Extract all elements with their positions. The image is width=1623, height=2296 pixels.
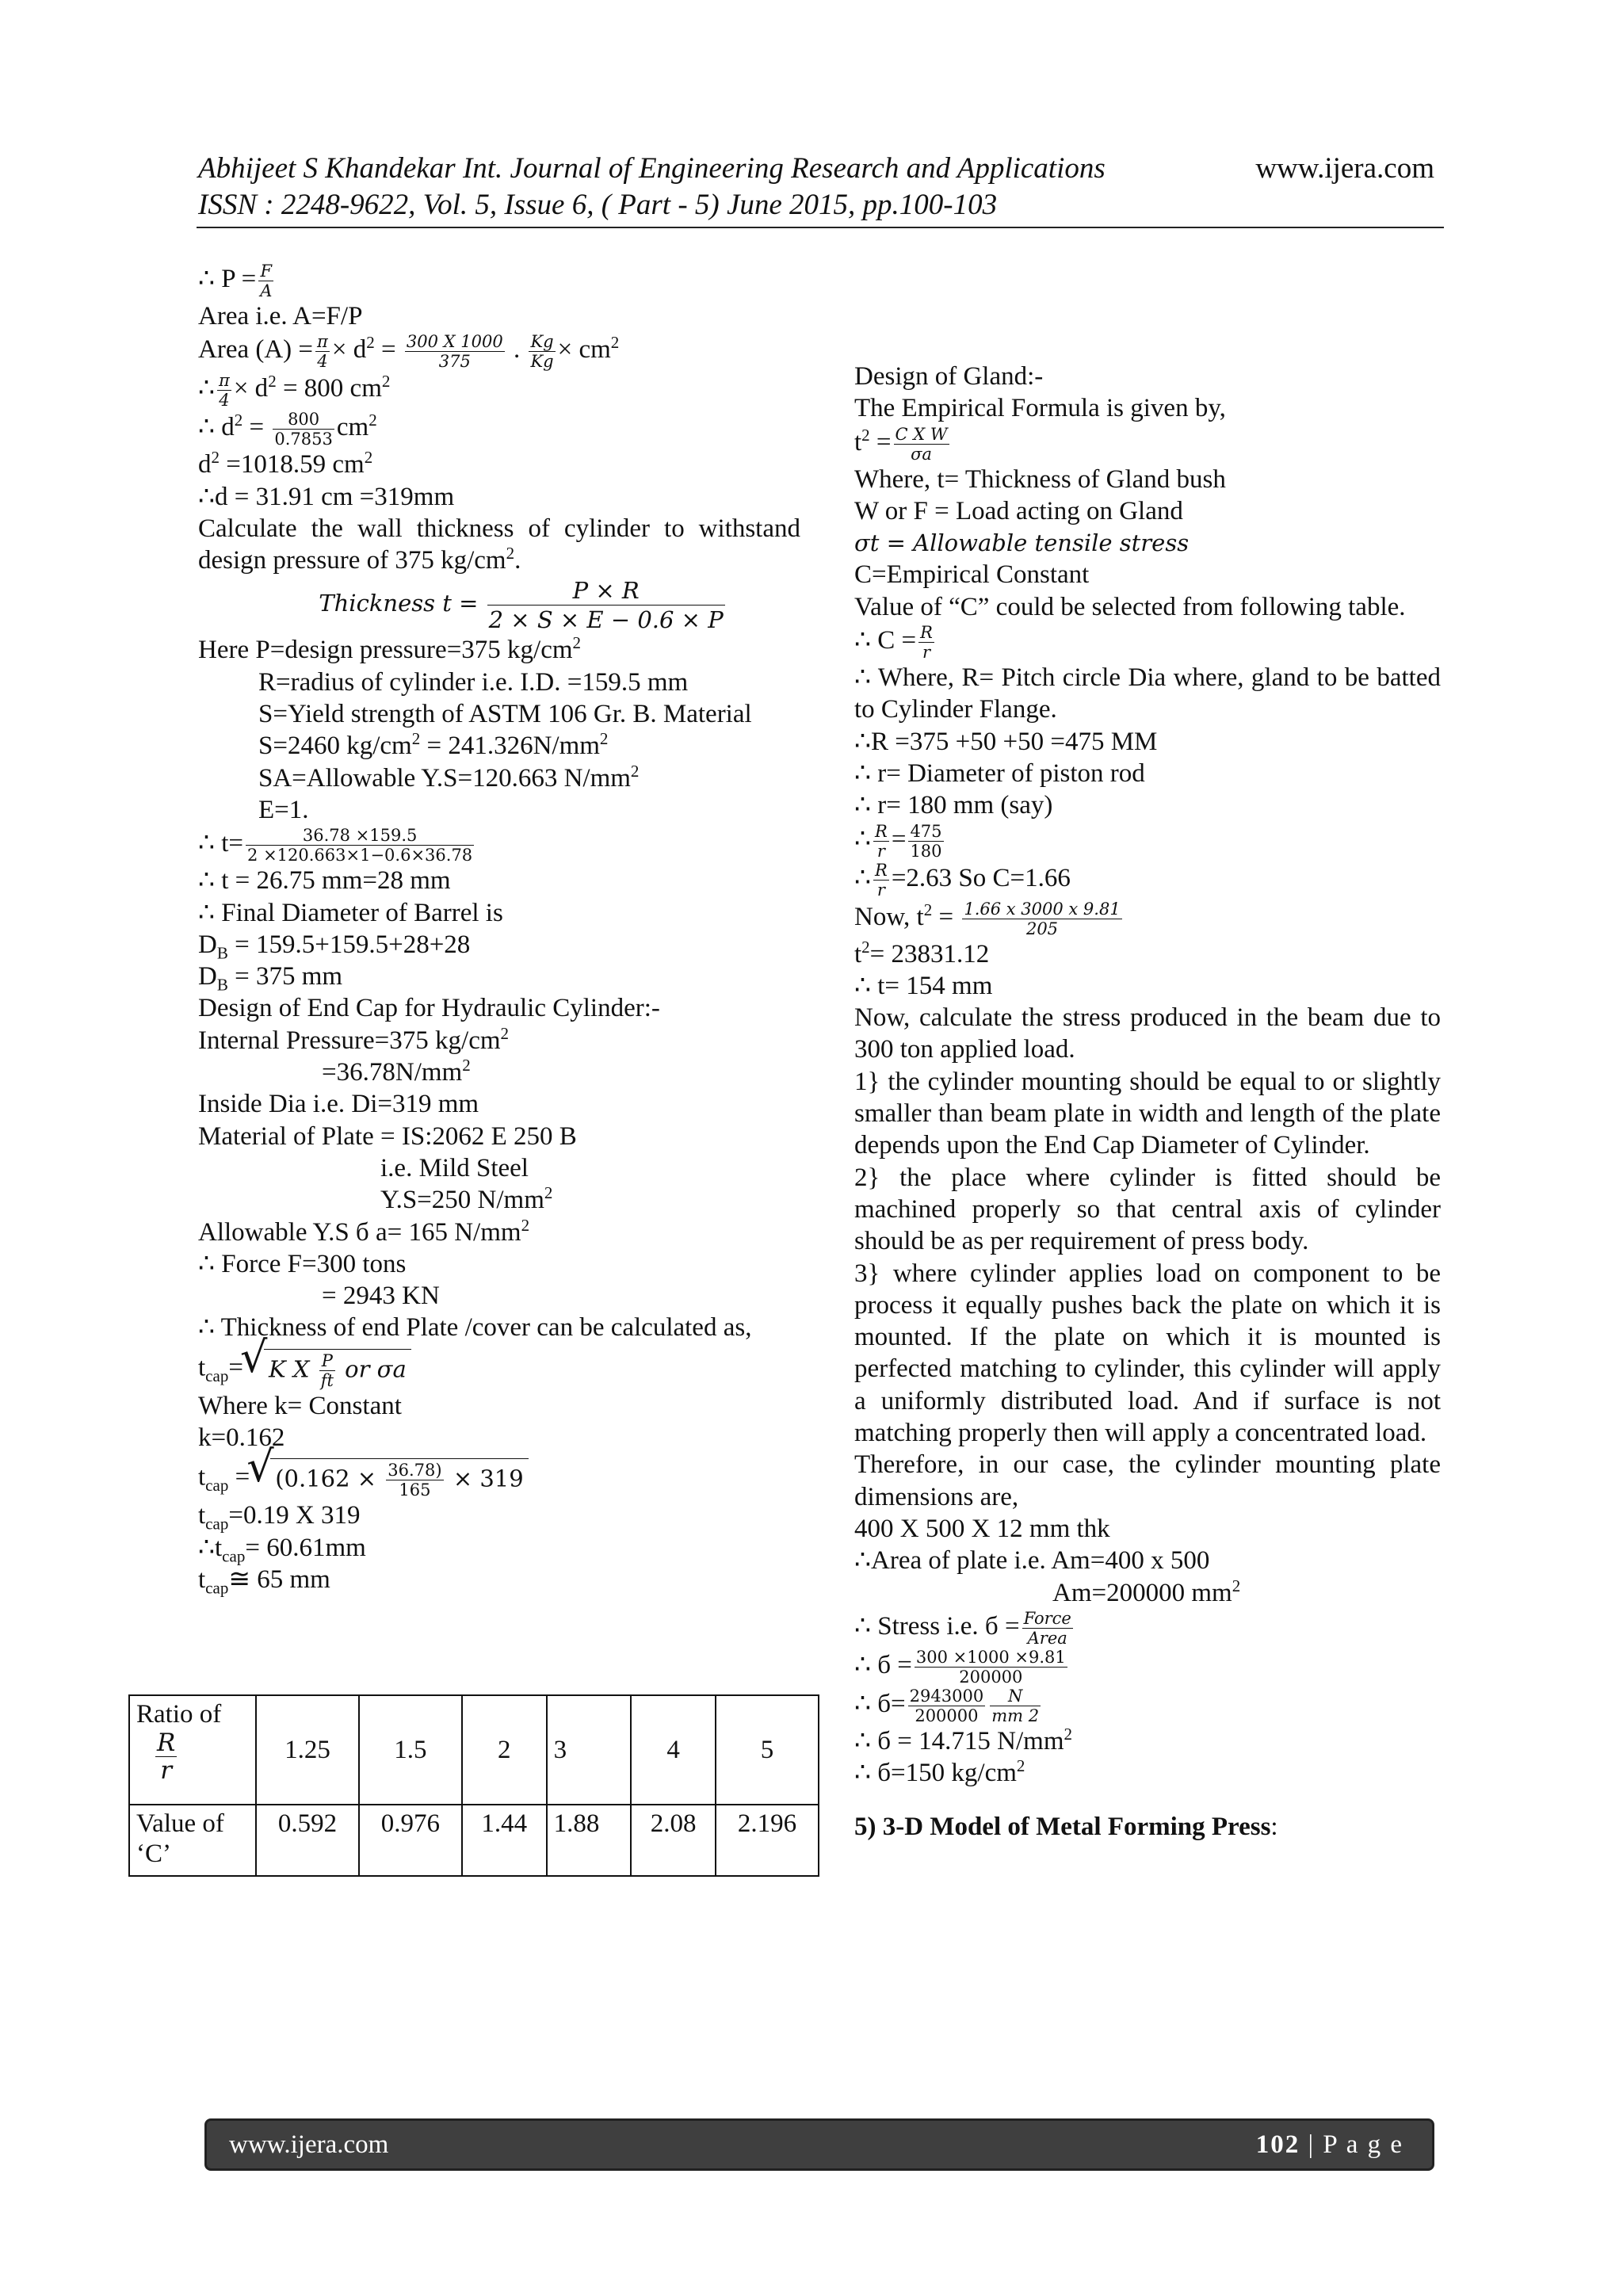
tcap-formula: $t_{cap}=√$ K X $\frac{P}{ft}$ or σa [198,1349,800,1390]
table-cell: 1.44 [462,1805,547,1876]
yield-value: S=2460 $kg/cm^2 = 241.326N/mm^2$ [258,729,609,761]
left-column [198,262,800,1598]
t2-value: $t^2= 23831.12$ [854,937,990,968]
db-value: $D_B = 375$ mm [198,962,343,995]
final-diameter: ∴ Final Diameter of Barrel is [198,898,503,927]
point-2: 2} the place where cylinder is fitted should be machined properly so that central axis of cylinder should be as per requirement of press body. [854,1163,1441,1256]
sigma-definition: σt = Allowable tensile stress [854,529,1190,557]
mild-steel: i.e. Mild Steel [380,1153,529,1182]
e-definition: E=1. [258,795,309,824]
value-c: Value of “C” could be selected from following table. [854,592,1406,621]
t-value: ∴ t = 26.75 mm=28 mm [198,866,451,896]
r-small-definition: ∴ r= Diameter of piston rod [854,758,1145,788]
radius-definition: R=radius of cylinder i.e. I.D. =159.5 mm [258,667,689,697]
running-header [198,151,1442,223]
table-row [129,1805,819,1876]
force-tons: ∴ Force F=300 tons [198,1249,407,1278]
p-equation: ∴ P = $\frac{F}{A}$ [198,262,273,300]
force-kn: = 2943 KN [322,1282,440,1311]
r-say: ∴ r= 180 mm (say) [854,791,1053,820]
end-plate-thickness: ∴ Thickness of end Plate /cover can be calculated as, [198,1313,752,1343]
stress-intro: Now, calculate the stress produced in the beam due to 300 ton applied load. [854,1003,1441,1064]
d-value: ∴d = 31.91 cm =319mm [198,482,455,511]
tcap-product: $t_{cap}=0.19$ X 319 [198,1501,361,1534]
table-cell: Ratio of $\frac{R}{r}$ [129,1695,256,1805]
w-definition: W or F = Load acting on Gland [854,496,1183,525]
table-cell: 0.976 [359,1805,462,1876]
r-value: ∴R =375 +50 +50 =475 MM [854,727,1158,756]
design-pressure: Here P=design pressure=375 $kg/cm^2$ [198,633,582,665]
t2-formula: $t^2$ = $\frac{\text{C X W}}{\sigma a}$ [854,424,948,464]
table-cell: Value of ‘C’ [129,1805,256,1876]
allowable-ys: SA=Allowable Y.S=120.663 $N/mm^2$ [258,761,640,793]
inside-dia: Inside Dia i.e. Di=319 mm [198,1090,479,1119]
tcap-rounded: $t_{cap}≅$ 65 mm [198,1564,330,1598]
d2-value: $d^2 =1018.59$ $cm^2$ [198,448,373,479]
where-t: Where, t= Thickness of Gland bush [854,464,1226,494]
table-cell: 1.25 [256,1695,359,1805]
now-t2: Now, $t^2$ = $\frac{1.66 x 3000 x 9.81}{205}$ [854,899,1121,938]
right-column [854,361,1441,1843]
d2-equation: ∴ $d^2$ = $\frac{800}{0.7853}$ $cm^2$ [198,410,377,449]
stress-substitution: ∴ б = $\frac{300 \times 1000 \times 9.81}{200000}$ [854,1647,1066,1687]
table-cell: 5 [716,1695,819,1805]
empirical-text: The Empirical Formula is given by, [854,394,1226,423]
pi4-equation: ∴ $\frac{\pi}{4}$ × $d^2 = 800$ $cm^2$ [198,371,391,411]
ratio-value: ∴ $\frac{R}{r}$ =2.63 So C=1.66 [854,860,1071,900]
stress-si: ∴ б = 14.715 $N/mm^2$ [854,1724,1072,1755]
table-cell: 2.196 [716,1805,819,1876]
ratio-equation: ∴ $\frac{R}{r}$ = $\frac{475}{180}$ [854,821,942,861]
yield-definition: S=Yield strength of ASTM 106 Gr. B. Material [258,700,752,729]
point-1: 1} the cylinder mounting should be equal to or slightly smaller than beam plate in width and length of the plate depends upon the End Cap Diameter of Cylinder. [854,1067,1441,1160]
gland-heading: Design of Gland:- [854,362,1044,391]
header-rule [197,227,1444,228]
page-footer [204,2118,1434,2171]
issn-line: ISSN : 2248-9622, Vol. 5, Issue 6, ( Part - 5) June 2015, pp.100-103 [198,189,998,221]
table-cell: 1.88 [547,1805,632,1876]
thickness-formula: Thickness t = $\frac{P \times R}{2 \times S \times E - 0.6 \times P}$ [319,577,724,634]
wall-thickness-text: Calculate the wall thickness of cylinder to withstand design pressure of 375 $kg/cm^2$. [198,514,800,575]
therefore-text: Therefore, in our case, the cylinder mounting plate dimensions are, [854,1450,1441,1511]
k-value: k=0.162 [198,1423,285,1453]
c-value-table [128,1694,819,1877]
area-ie: Area i.e. A=F/P [198,302,363,330]
stress-kn: ∴ б= $\frac{2943000}{200000}$ $\frac{N}{mm 2}$ [854,1686,1040,1725]
c-definition: C=Empirical Constant [854,560,1090,590]
table-cell: 1.5 [359,1695,462,1805]
table-cell: 3 [547,1695,632,1805]
internal-pressure-si: $=36.78N/mm^2$ [322,1056,471,1087]
plate-dims: 400 X 500 X 12 mm thk [854,1514,1110,1543]
table-cell: 2 [462,1695,547,1805]
tcap-substitution: $t_{cap}$ =√ (0.162 × $\frac{36.78)}{165}$ × 319 [198,1458,800,1499]
t-equation: ∴ t= $\frac{36.78 \times 159.5}{2 \times 120.663\times 1-0.6\times 36.78}$ [198,826,473,865]
t-value-right: ∴ t= 154 mm [854,971,993,1000]
header-website: www.ijera.com [1255,152,1434,185]
where-r: ∴ Where, R= Pitch circle Dia where, gland to be batted to Cylinder Flange. [854,663,1441,724]
db-sum: $D_B = 159.5+159.5+28+28$ [198,930,471,963]
page-number: 102 | P a g e [1255,2130,1403,2159]
internal-pressure: Internal Pressure=375 $kg/cm^2$ [198,1023,510,1055]
am-value: Am=200000 $mm^2$ [1052,1576,1241,1607]
section-heading-model: 5) 3-D Model of Metal Forming Press: [854,1813,1278,1842]
table-cell: 2.08 [631,1805,716,1876]
area-formula: Area (A) = $\frac{\pi}{4}$ × $d^2$ = $\frac{300 X 1000}{375}$ . $\frac{Kg}{Kg}$ × $cm^2$ [198,332,620,372]
table-cell: 0.592 [256,1805,359,1876]
end-cap-heading: Design of End Cap for Hydraulic Cylinder:- [198,994,660,1023]
k-constant: Where k= Constant [198,1391,402,1420]
c-formula: ∴ C = $\frac{R}{r}$ [854,623,933,663]
plate-material: Material of Plate = IS:2062 E 250 B [198,1121,577,1151]
journal-line: Abhijeet S Khandekar Int. Journal of Engineering Research and Applications [198,152,1106,185]
table-row [129,1695,819,1805]
tcap-mm: $\therefore t_{cap}= 60.61mm$ [198,1533,366,1566]
point-3: 3} where cylinder applies load on component to be process it equally pushes back the plate on which it is mounted. If the plate on which it is mounted is perfected matching to cylinder, this cylinder will apply a uniformly distributed load. And if surface is not matching properly then will apply a concentrated load. [854,1259,1441,1448]
table-cell: 4 [631,1695,716,1805]
footer-website: www.ijera.com [229,2130,389,2159]
stress-kgcm: ∴ б=150 $kg/cm^2$ [854,1756,1025,1788]
allowable-stress: Allowable Y.S б a= 165 $N/mm^2$ [198,1215,530,1247]
plate-ys: Y.S=250 $N/mm^2$ [380,1183,553,1215]
stress-formula: ∴ Stress i.e. б = $\frac{\text{Force}}{\text{Area}}$ [854,1608,1071,1648]
plate-area: ∴Area of plate i.e. Am=400 x 500 [854,1546,1210,1576]
